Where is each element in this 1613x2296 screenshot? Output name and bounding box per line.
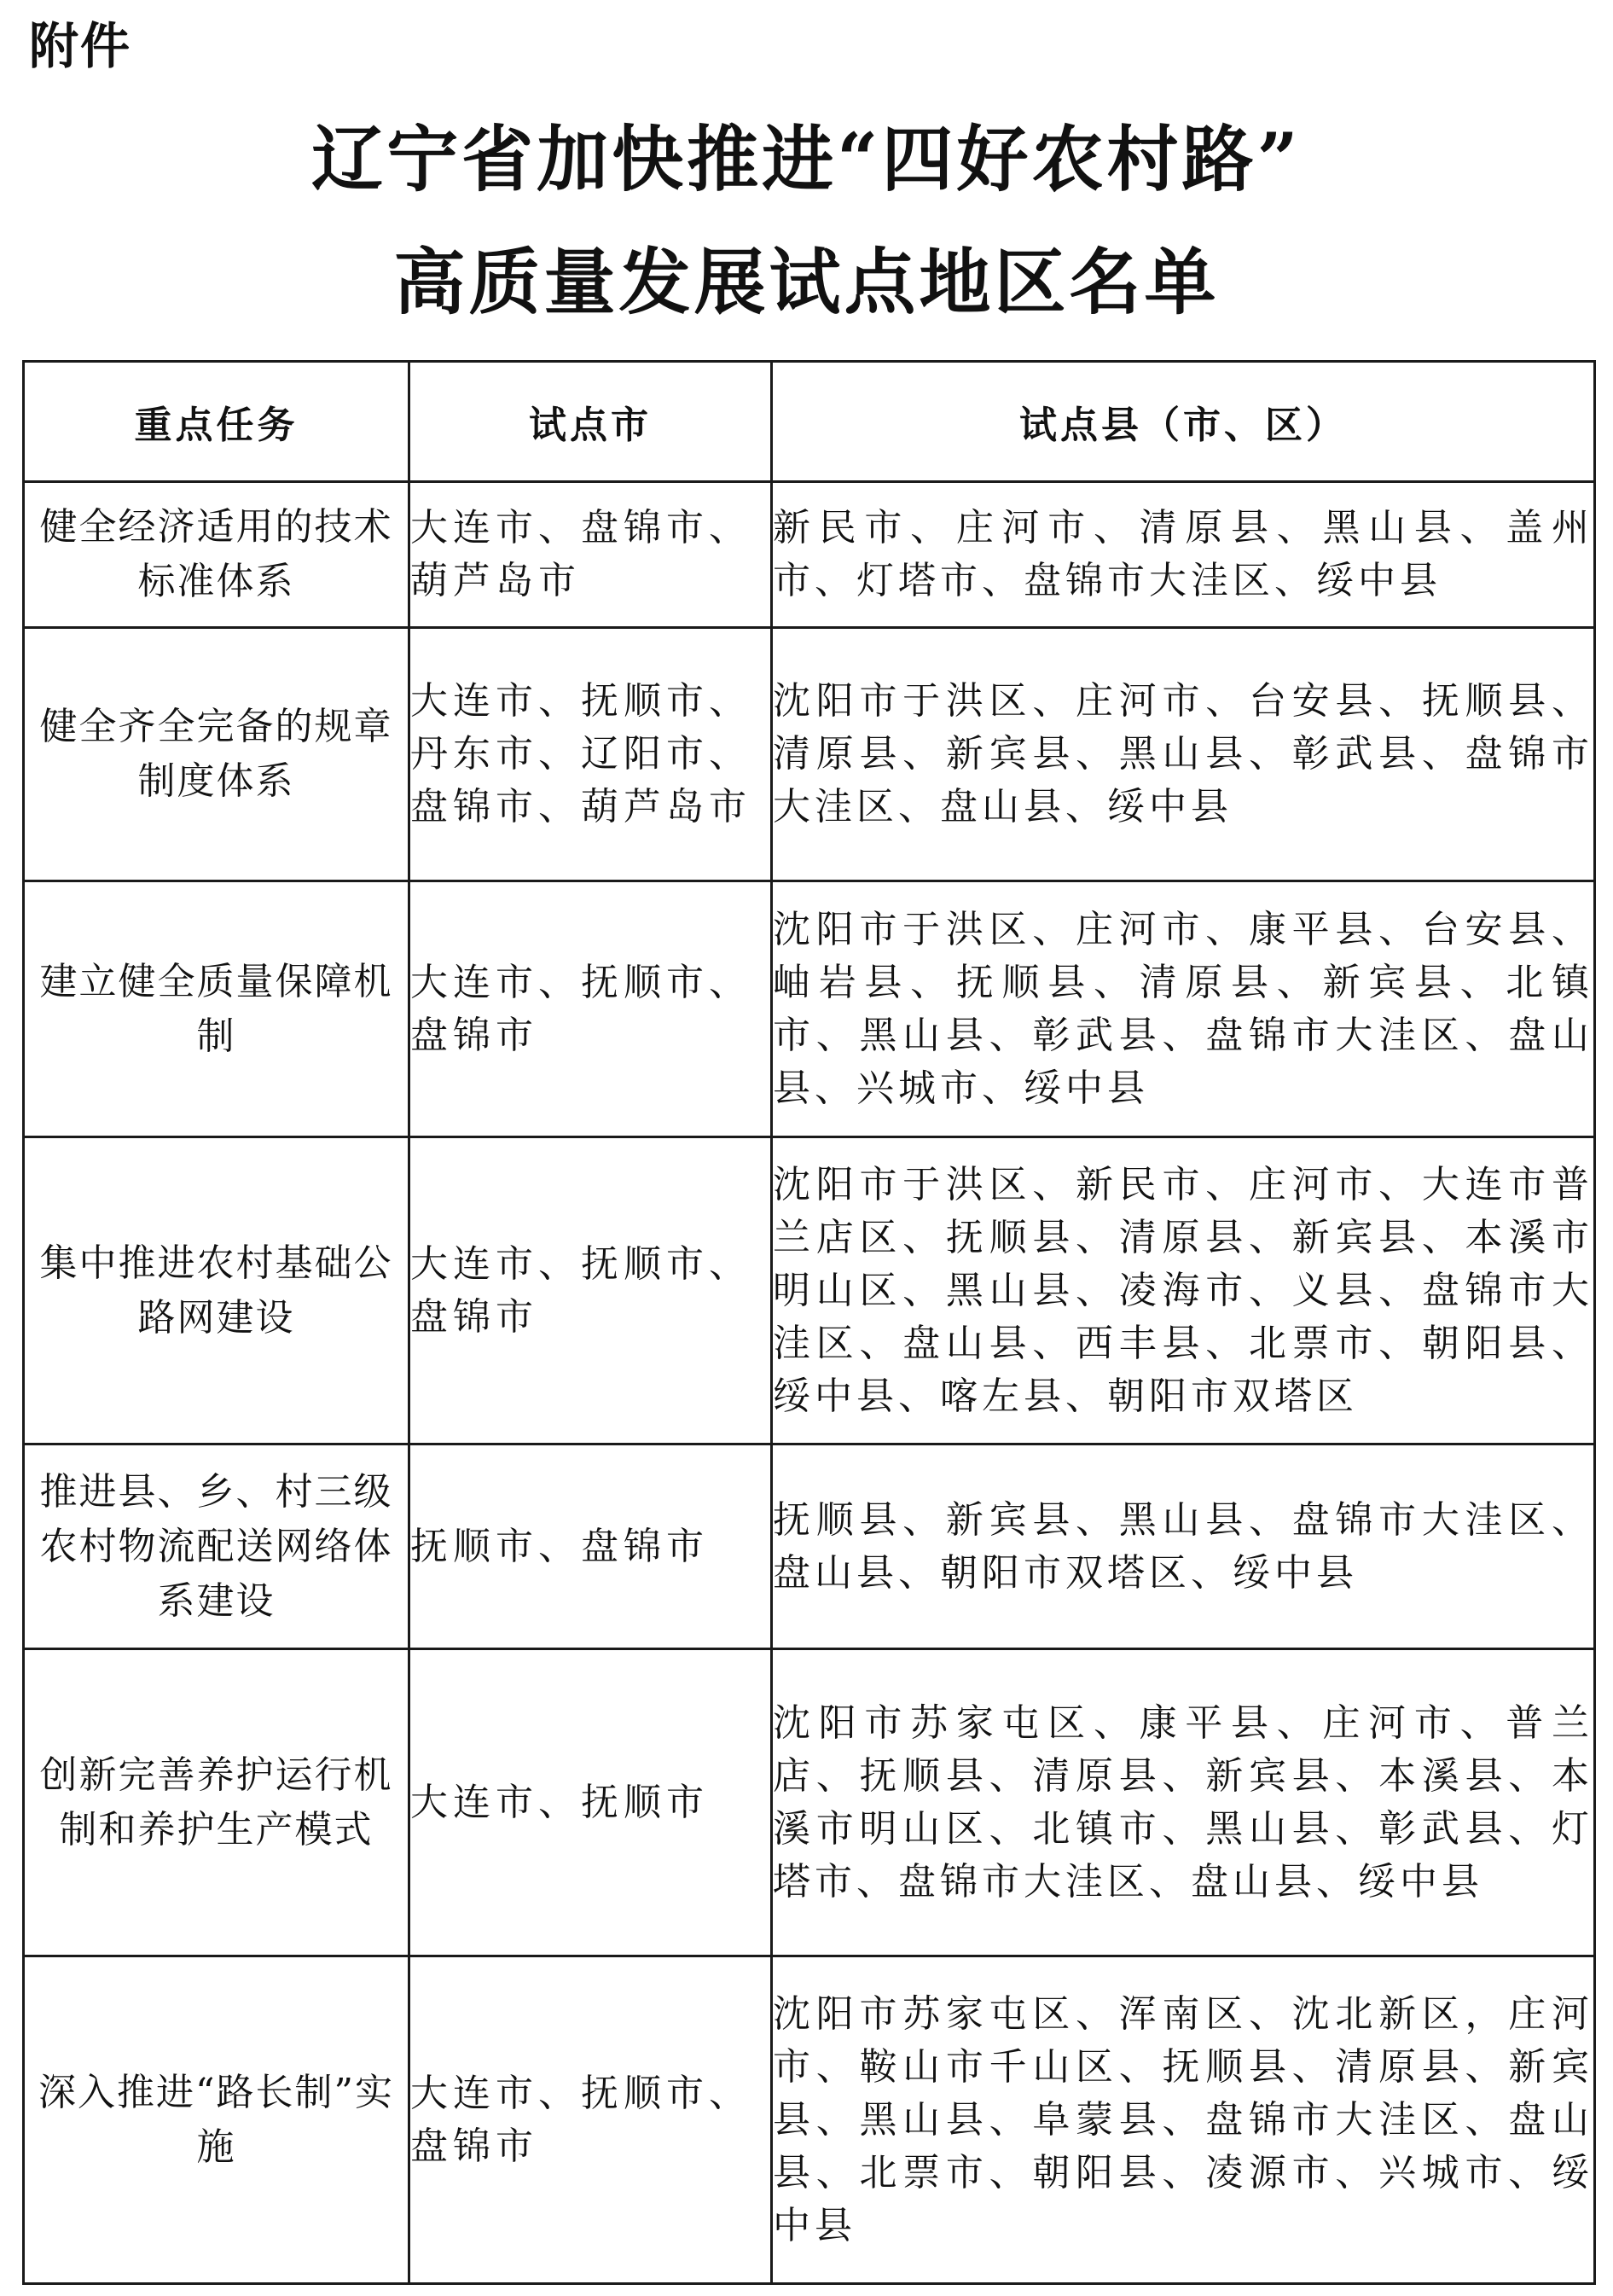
pilot-city-cell: 大连市、盘锦市、葫芦岛市 [409, 482, 772, 628]
document-title-line-1: 辽宁省加快推进“四好农村路” [311, 117, 1302, 201]
table-row [24, 1649, 1595, 1956]
pilot-county-cell: 沈阳市于洪区、庄河市、康平县、台安县、岫岩县、抚顺县、清原县、新宾县、北镇市、黑山县、彰武县、盘锦市大洼区、盘山县、兴城市、绥中县 [772, 881, 1595, 1137]
task-cell: 建立健全质量保障机制 [24, 881, 409, 1137]
pilot-county-cell: 沈阳市于洪区、庄河市、台安县、抚顺县、清原县、新宾县、黑山县、彰武县、盘锦市大洼区、盘山县、绥中县 [772, 628, 1595, 881]
pilot-city-cell: 大连市、抚顺市、丹东市、辽阳市、盘锦市、葫芦岛市 [409, 628, 772, 881]
task-cell: 健全齐全完备的规章制度体系 [24, 628, 409, 881]
task-cell: 健全经济适用的技术标准体系 [24, 482, 409, 628]
task-cell: 创新完善养护运行机制和养护生产模式 [24, 1649, 409, 1956]
header-pilot-county: 试点县（市、区） [772, 362, 1595, 482]
pilot-county-cell: 新民市、庄河市、清原县、黑山县、盖州市、灯塔市、盘锦市大洼区、绥中县 [772, 482, 1595, 628]
document-title-line-2: 高质量发展试点地区名单 [393, 240, 1220, 324]
pilot-region-table [22, 360, 1596, 2285]
header-key-task: 重点任务 [24, 362, 409, 482]
pilot-city-cell: 抚顺市、盘锦市 [409, 1444, 772, 1649]
pilot-county-cell: 沈阳市苏家屯区、浑南区、沈北新区，庄河市、鞍山市千山区、抚顺县、清原县、新宾县、黑山县、阜蒙县、盘锦市大洼区、盘山县、北票市、朝阳县、凌源市、兴城市、绥中县 [772, 1956, 1595, 2284]
table-row [24, 1137, 1595, 1444]
table-row [24, 628, 1595, 881]
task-cell: 深入推进“路长制”实施 [24, 1956, 409, 2284]
pilot-city-cell: 大连市、抚顺市、盘锦市 [409, 1137, 772, 1444]
table-row [24, 1444, 1595, 1649]
table-row [24, 881, 1595, 1137]
table-header-row [24, 362, 1595, 482]
table-row [24, 482, 1595, 628]
pilot-county-cell: 抚顺县、新宾县、黑山县、盘锦市大洼区、盘山县、朝阳市双塔区、绥中县 [772, 1444, 1595, 1649]
attachment-label: 附件 [29, 17, 132, 75]
pilot-city-cell: 大连市、抚顺市、盘锦市 [409, 1956, 772, 2284]
pilot-city-cell: 大连市、抚顺市 [409, 1649, 772, 1956]
pilot-county-cell: 沈阳市于洪区、新民市、庄河市、大连市普兰店区、抚顺县、清原县、新宾县、本溪市明山区、黑山县、凌海市、义县、盘锦市大洼区、盘山县、西丰县、北票市、朝阳县、绥中县、喀左县、朝阳市双塔区 [772, 1137, 1595, 1444]
task-cell: 集中推进农村基础公路网建设 [24, 1137, 409, 1444]
pilot-county-cell: 沈阳市苏家屯区、康平县、庄河市、普兰店、抚顺县、清原县、新宾县、本溪县、本溪市明山区、北镇市、黑山县、彰武县、灯塔市、盘锦市大洼区、盘山县、绥中县 [772, 1649, 1595, 1956]
task-cell: 推进县、乡、村三级农村物流配送网络体系建设 [24, 1444, 409, 1649]
table-row [24, 1956, 1595, 2284]
pilot-city-cell: 大连市、抚顺市、盘锦市 [409, 881, 772, 1137]
header-pilot-city: 试点市 [409, 362, 772, 482]
